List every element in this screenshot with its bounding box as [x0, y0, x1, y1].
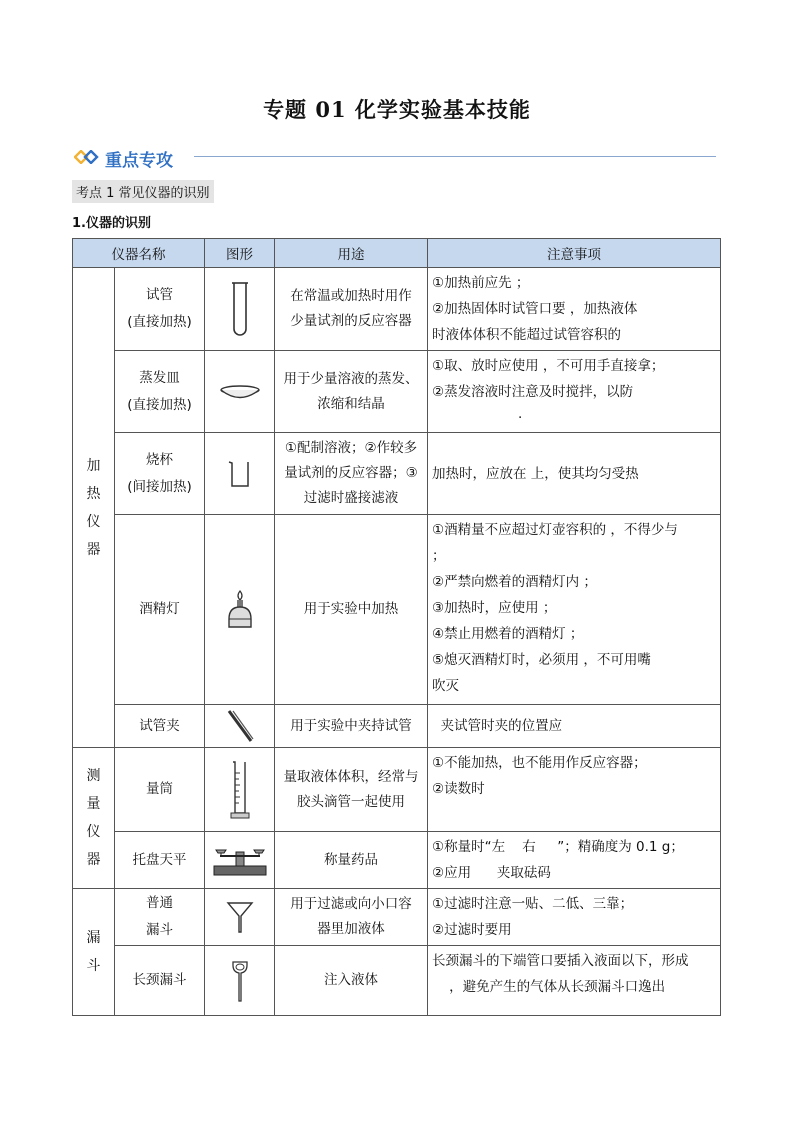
use-line: 量试剂的反应容器；③ — [284, 465, 418, 481]
use-cell — [275, 748, 428, 832]
note-line: ④禁止用燃着的酒精灯 ； — [432, 626, 584, 642]
table-row — [73, 832, 721, 889]
use-line: 用于过滤或向小口容 — [290, 896, 412, 912]
note-line: ①称量时“左 右 ”；精确度为 0.1 g； — [432, 839, 684, 855]
use-line: ①配制溶液；②作较多 — [284, 440, 418, 456]
test-tube-clamp-icon — [225, 708, 255, 744]
instrument-name — [115, 748, 205, 832]
name-line: 蒸发皿 — [139, 369, 180, 386]
use-line: 胶头滴管一起使用 — [297, 793, 405, 810]
table-row — [73, 889, 721, 946]
note-line: 夹试管时夹的位置应 — [432, 718, 563, 734]
note-line: ①加热前应先 ； — [432, 275, 530, 291]
use-cell — [275, 889, 428, 946]
topic-label: 考点 1 常见仪器的识别 — [72, 180, 214, 203]
note-line: ③加热时，应使用 ； — [432, 600, 557, 616]
balance-icon — [212, 842, 268, 878]
use-line: 过滤时盛接滤液 — [303, 490, 399, 506]
name-line: 试管夹 — [139, 717, 180, 734]
notes-cell — [428, 832, 721, 889]
name-line: 烧杯 — [146, 451, 173, 468]
test-tube-icon — [230, 281, 250, 337]
use-cell — [275, 705, 428, 748]
instrument-table — [72, 238, 721, 1016]
name-line: (直接加热) — [127, 314, 192, 330]
instrument-name — [115, 268, 205, 351]
use-line: 注入液体 — [324, 972, 378, 988]
use-line: 用于实验中夹持试管 — [290, 717, 412, 734]
notes-cell — [428, 946, 721, 1016]
instrument-name — [115, 946, 205, 1016]
name-line: 试管 — [146, 287, 173, 303]
note-line: ①取、放时应使用 ，不可用手直接拿； — [432, 358, 665, 374]
beaker-icon — [227, 459, 253, 489]
figure-cell — [205, 515, 275, 705]
note-line: ①酒精量不应超过灯壶容积的 ，不得少与 — [432, 522, 678, 538]
section-rule — [194, 156, 716, 157]
use-cell — [275, 515, 428, 705]
note-line: 吹灭 — [432, 678, 459, 694]
note-line: ，避免产生的气体从长颈漏斗口逸出 — [432, 979, 666, 995]
notes-cell — [428, 268, 721, 351]
figure-cell — [205, 748, 275, 832]
use-cell — [275, 832, 428, 889]
figure-cell — [205, 433, 275, 515]
use-cell — [275, 433, 428, 515]
instrument-name — [115, 351, 205, 433]
note-line: ②严禁向燃着的酒精灯内 ； — [432, 574, 597, 590]
table-header-row — [73, 239, 721, 268]
note-line: 加热时，应放在 上，使其均匀受热 — [432, 465, 639, 482]
instrument-name — [115, 832, 205, 889]
note-line: 长颈漏斗的下端管口要插入液面以下，形成 — [432, 953, 689, 969]
notes-cell — [428, 351, 721, 433]
header-name: 仪器名称 — [73, 239, 205, 268]
use-line: 用于少量溶液的蒸发、 — [283, 370, 419, 387]
use-cell — [275, 946, 428, 1016]
group-heating — [73, 268, 115, 748]
use-line: 称量药品 — [324, 851, 378, 868]
name-line: 长颈漏斗 — [132, 972, 187, 988]
table-row — [73, 946, 721, 1016]
figure-cell — [205, 351, 275, 433]
notes-cell — [428, 705, 721, 748]
instrument-name — [115, 433, 205, 515]
header-notes: 注意事项 — [428, 239, 721, 268]
group-funnel — [73, 889, 115, 1016]
table-row — [73, 433, 721, 515]
note-line: . — [518, 406, 523, 422]
section-label: 重点专攻 — [105, 151, 173, 171]
double-diamond-icon — [74, 150, 100, 164]
group-heating-label: 加热仪器 — [86, 457, 101, 558]
name-line: 量筒 — [146, 781, 173, 797]
note-line: ①过滤时注意一贴、二低、三靠； — [432, 896, 634, 912]
notes-cell — [428, 433, 721, 515]
note-line: ①不能加热，也不能用作反应容器； — [432, 755, 647, 771]
graduated-cylinder-icon — [228, 759, 252, 821]
name-line: 托盘天平 — [132, 851, 187, 868]
use-cell — [275, 268, 428, 351]
use-line: 量取液体体积，经常与 — [283, 768, 419, 785]
header-use: 用途 — [275, 239, 428, 268]
evaporating-dish-icon — [218, 383, 262, 401]
use-cell — [275, 351, 428, 433]
note-line: ②应用 夹取砝码 — [432, 865, 551, 881]
notes-cell — [428, 515, 721, 705]
note-line: ②过滤时要用 — [432, 922, 512, 938]
name-line: 普通 — [146, 895, 173, 911]
instrument-name — [115, 705, 205, 748]
table-row — [73, 705, 721, 748]
notes-cell — [428, 748, 721, 832]
group-measuring-label: 测量仪器 — [86, 768, 101, 868]
sub-heading: 1.仪器的识别 — [72, 216, 151, 231]
note-line: ； — [432, 548, 446, 564]
table-row — [73, 351, 721, 433]
use-line: 用于实验中加热 — [303, 601, 399, 617]
name-line: (间接加热) — [127, 478, 192, 495]
figure-cell — [205, 705, 275, 748]
figure-cell — [205, 889, 275, 946]
use-line: 少量试剂的反应容器 — [290, 313, 412, 329]
name-line: (直接加热) — [127, 396, 192, 413]
notes-cell — [428, 889, 721, 946]
table-row — [73, 515, 721, 705]
figure-cell — [205, 946, 275, 1016]
note-line: ⑤熄灭酒精灯时，必须用 ，不可用嘴 — [432, 652, 651, 668]
use-line: 浓缩和结晶 — [317, 395, 385, 412]
figure-cell — [205, 268, 275, 351]
instrument-name — [115, 515, 205, 705]
figure-cell — [205, 832, 275, 889]
group-measuring — [73, 748, 115, 889]
alcohol-lamp-icon — [225, 589, 255, 631]
name-line: 酒精灯 — [139, 601, 180, 617]
use-line: 器里加液体 — [317, 921, 385, 937]
table-row — [73, 748, 721, 832]
use-line: 在常温或加热时用作 — [290, 288, 412, 304]
header-figure: 图形 — [205, 239, 275, 268]
note-line: 时液体体积不能超过试管容积的 — [432, 327, 621, 343]
note-line: ②蒸发溶液时注意及时搅拌，以防 — [432, 384, 634, 400]
note-line: ②加热固体时试管口要 ，加热液体 — [432, 301, 638, 317]
funnel-icon — [226, 900, 254, 934]
note-line: ②读数时 — [432, 781, 485, 797]
section-header — [72, 144, 720, 170]
name-line: 漏斗 — [146, 922, 173, 938]
long-neck-funnel-icon — [230, 959, 250, 1003]
group-funnel-label: 漏斗 — [86, 930, 101, 974]
table-row — [73, 268, 721, 351]
page-title: 专题 01 化学实验基本技能 — [263, 97, 531, 122]
instrument-name — [115, 889, 205, 946]
